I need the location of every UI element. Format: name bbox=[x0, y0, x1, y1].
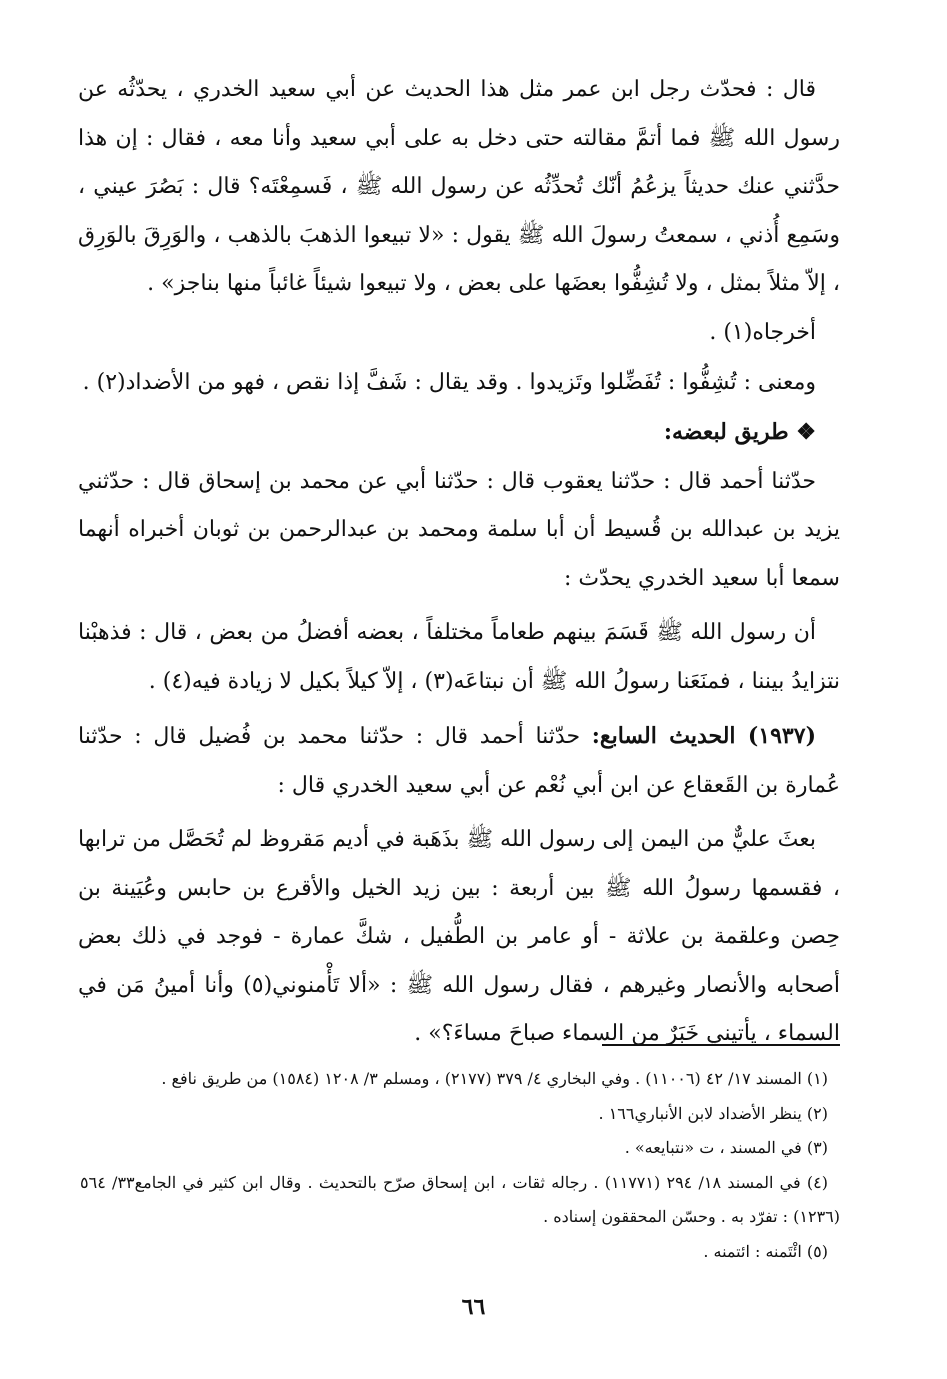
hadith-number: (١٩٣٧) الحديث السابع: bbox=[591, 723, 816, 749]
main-text bbox=[78, 66, 840, 1059]
paragraph-takhrij: أخرجاه(١) . bbox=[709, 319, 816, 345]
footnote-4: (٤) في المسند ١٨/ ٢٩٤ (١١٧٧١) . رجاله ثقات ، ابن إسحاق صرّح بالتحديث . وقال ابن كثير في الجامع٣٣/ ٥٦٤ (١٢٣٦) : تفرّد به . وحسّن المحققون إسناده . bbox=[80, 1172, 840, 1226]
footnote-2: (٢) ينظر الأضداد لابن الأنباري١٦٦ . bbox=[598, 1103, 828, 1123]
footnote-1: (١) المسند ١٧/ ٤٢ (١١٠٠٦) . وفي البخاري ٤/ ٣٧٩ (٢١٧٧) ، ومسلم ٣/ ١٢٠٨ (١٥٨٤) من طريق نافع . bbox=[161, 1069, 828, 1088]
paragraph-hadith-seventh bbox=[78, 712, 840, 810]
paragraph-meaning: ومعنى : تُشِفُّوا : تُفَضِّلوا وتَزيدوا . وقد يقال : شَفَّ إذا نقص ، فهو من الأضداد(٢) . bbox=[82, 370, 816, 395]
paragraph-hadith-1: قال : فحدّث رجل ابن عمر مثل هذا الحديث عن أبي سعيد الخدري ، يحدّثُه عن رسول الله ﷺ فما أتمَّ مقالته حتى دخل به على أبي سعيد وأنا معه ، فقال : إن هذا حدَّثني عنك حديثاً يزعُمُ أنّك تُحدِّثُه عن رسول الله ﷺ ، فَسمِعْتَه؟ قال : بَصُرَ عيني ، وسَمِع أُذني ، سمعتُ رسولَ الله ﷺ يقول : «لا تبيعوا الذهبَ بالذهب ، والوَرِقَ بالوَرِق ، إلاّ مثلاً بمثل ، ولا تُشِفُّوا بعضَها على بعض ، ولا تبيعوا شيئاً غائباً منها بناجز» . bbox=[78, 77, 840, 296]
footnotes bbox=[80, 1062, 840, 1269]
section-heading: ❖ طريق لبعضه: bbox=[663, 418, 816, 445]
paragraph-hadith-text: بعثَ عليٌّ من اليمن إلى رسول الله ﷺ بذَهَبة في أديم مَقروظ لم تُحَصَّل من ترابها ، فقسمها رسولُ الله ﷺ بين أربعة : بين زيد الخيل والأقرع بن حابس وعُيَينة بن حِصن وعلقمة بن علاثة - أو عامر بن الطُّفيل ، شكَّ عمارة - فوجد في ذلك بعض أصحابه والأنصار وغيرهم ، فقال رسول الله ﷺ : «ألا تَأْمنوني(٥) وأنا أمينُ مَن في السماء ، يأتيني خَبَرٌ من السماء صباحَ مساءَ؟» . bbox=[78, 827, 840, 1046]
footnote-3: (٣) في المسند ، ت «نتبايعه» . bbox=[624, 1138, 828, 1157]
footnote-divider bbox=[602, 1044, 840, 1046]
paragraph-chain: حدّثنا أحمد قال : حدّثنا يعقوب قال : حدّثنا أبي عن محمد بن إسحاق قال : حدّثني يزيد بن عبدالله بن قُسيط أن أبا سلمة ومحمد بن عبدالرحمن بن ثوبان أخبراه أنهما سمعا أبا سعيد الخدري يحدّث : bbox=[78, 468, 840, 591]
footnote-5: (٥) ائْتَمنه : ائتمنه . bbox=[703, 1241, 828, 1261]
hadith-chain: حدّثنا أحمد قال : حدّثنا محمد بن فُضيل قال : حدّثنا عُمارة بن القَعقاع عن ابن أبي نُعْم عن أبي سعيد الخدري قال : bbox=[78, 724, 840, 798]
paragraph-hadith-2: أن رسول الله ﷺ قَسَمَ بينهم طعاماً مختلفاً ، بعضه أفضلُ من بعض ، قال : فذهبْنا نتزايدُ بيننا ، فمنَعَنا رسولُ الله ﷺ أن نبتاعَه(٣) ، إلاّ كيلاً بكيل لا زيادة فيه(٤) . bbox=[78, 620, 840, 694]
page-number: ٦٦ bbox=[461, 1294, 486, 1320]
